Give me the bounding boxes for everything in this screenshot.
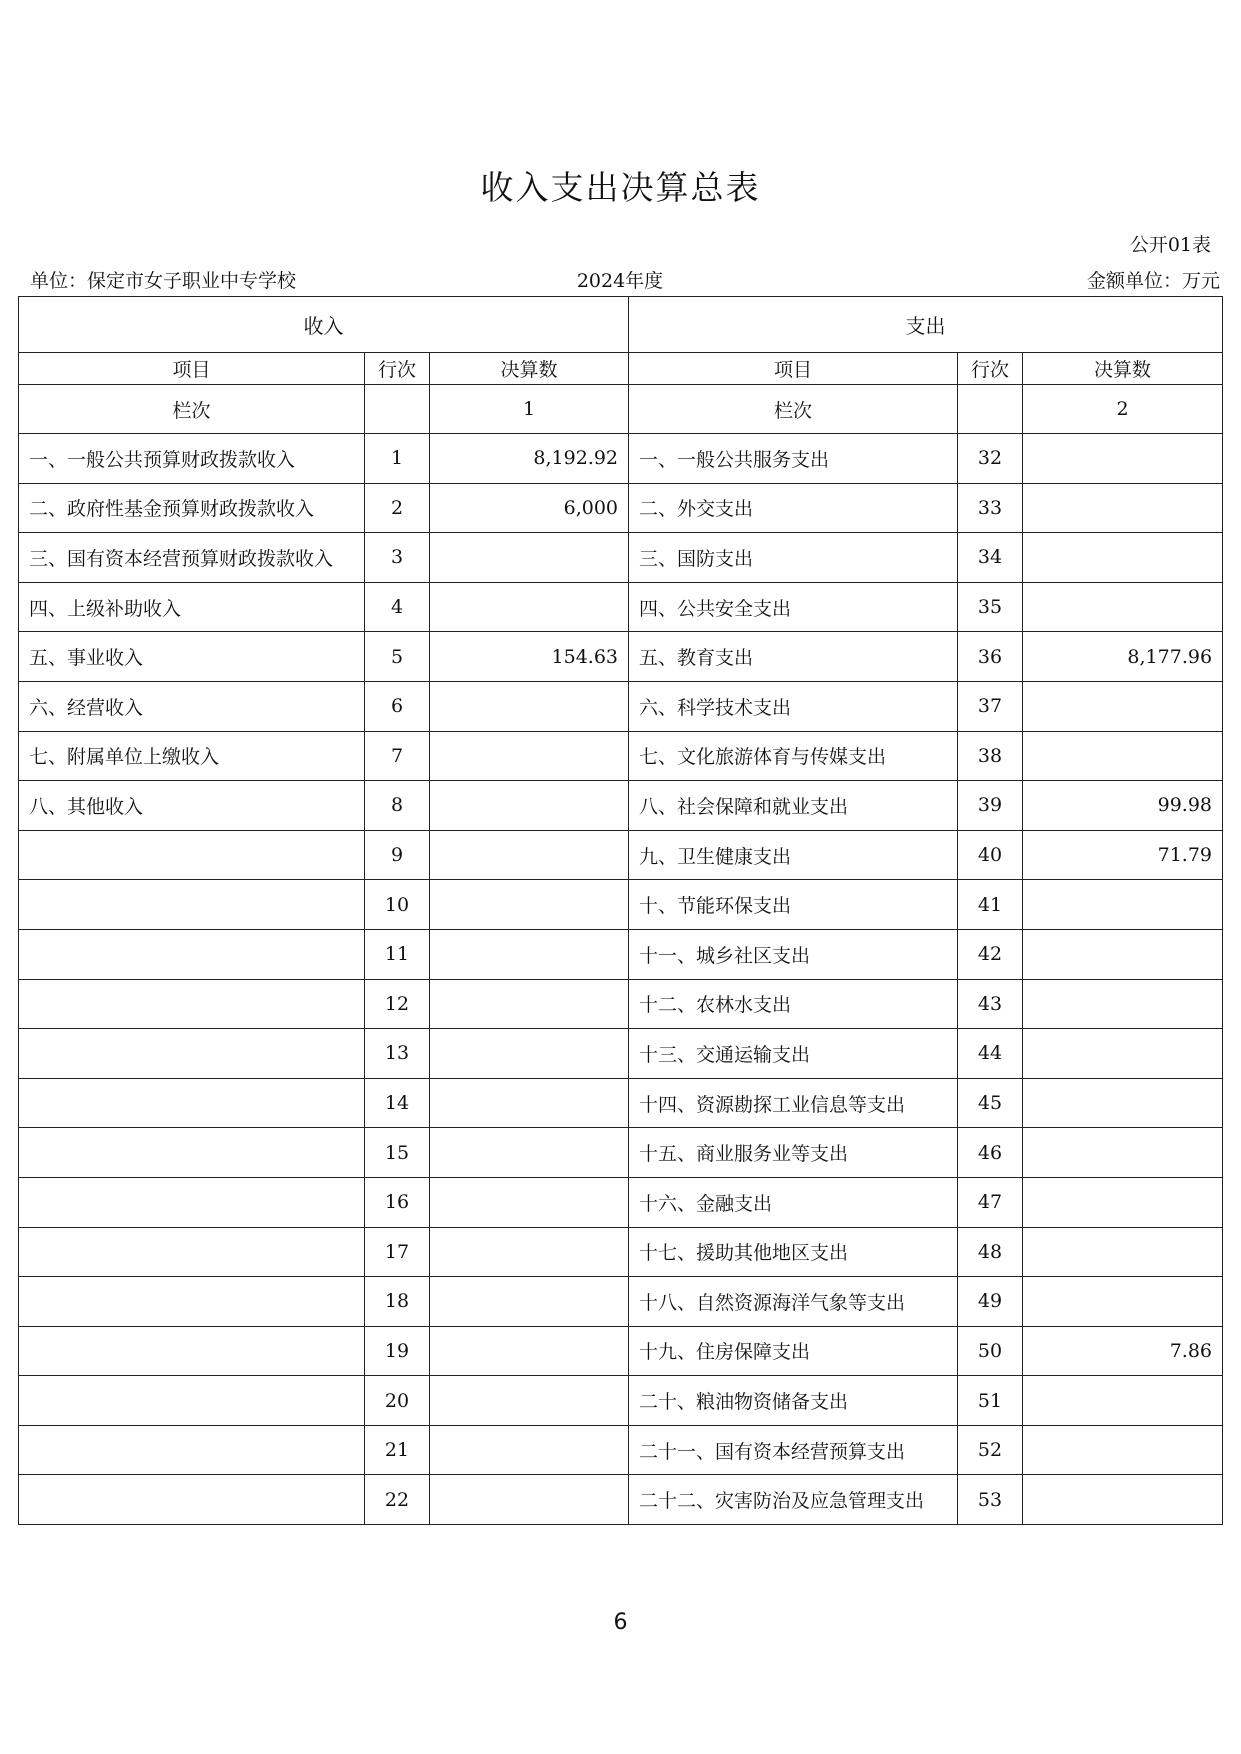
income-item-cell [19,929,365,979]
expense-row-no-cell: 40 [958,830,1023,880]
income-row-no-cell: 6 [365,681,430,731]
expense-amount-cell [1023,880,1223,930]
column-number-row [19,385,1223,434]
income-amount-cell: 6,000 [430,483,629,533]
expense-item-cell: 十九、住房保障支出 [629,1326,958,1376]
table-row [19,1277,1223,1327]
income-row-no-cell: 17 [365,1227,430,1277]
expense-row-no-cell: 45 [958,1078,1023,1128]
income-row-no-cell: 1 [365,434,430,484]
income-amount-cell [430,1425,629,1475]
income-row-no-cell: 3 [365,533,430,583]
expense-amount-cell [1023,483,1223,533]
expense-item-cell: 三、国防支出 [629,533,958,583]
table-row [19,1029,1223,1079]
income-row-no-cell: 14 [365,1078,430,1128]
table-row [19,929,1223,979]
table-row [19,632,1223,682]
expense-amount-cell: 99.98 [1023,781,1223,831]
table-row [19,880,1223,930]
income-amount-cell [430,1326,629,1376]
column-header-row [19,353,1223,385]
income-item-cell: 一、一般公共预算财政拨款收入 [19,434,365,484]
expense-item-cell: 十五、商业服务业等支出 [629,1128,958,1178]
income-row-no-cell: 8 [365,781,430,831]
table-row [19,533,1223,583]
income-amount-cell [430,1029,629,1079]
income-amount-cell [430,1376,629,1426]
income-item-cell [19,1326,365,1376]
expense-item-header: 项目 [629,353,958,385]
expense-row-no-cell: 36 [958,632,1023,682]
expense-amount-cell: 71.79 [1023,830,1223,880]
expense-amount-cell [1023,681,1223,731]
income-amount-cell [430,929,629,979]
income-row-no-cell: 2 [365,483,430,533]
expense-column-number: 2 [1023,385,1223,434]
income-amount-cell: 154.63 [430,632,629,682]
income-item-header: 项目 [19,353,365,385]
expense-item-cell: 十八、自然资源海洋气象等支出 [629,1277,958,1327]
expense-item-cell: 十、节能环保支出 [629,880,958,930]
table-row [19,434,1223,484]
expense-column-label: 栏次 [629,385,958,434]
table-row [19,1376,1223,1426]
expense-item-cell: 十四、资源勘探工业信息等支出 [629,1078,958,1128]
table-row [19,681,1223,731]
expense-item-cell: 五、教育支出 [629,632,958,682]
expense-item-cell: 四、公共安全支出 [629,582,958,632]
income-column-blank [365,385,430,434]
income-amount-cell [430,1277,629,1327]
income-item-cell: 二、政府性基金预算财政拨款收入 [19,483,365,533]
income-row-no-cell: 22 [365,1475,430,1525]
income-amount-cell [430,830,629,880]
fiscal-year: 2024年度 [576,270,664,292]
income-row-no-header: 行次 [365,353,430,385]
expense-section-header: 支出 [629,297,1223,353]
expense-item-cell: 二十一、国有资本经营预算支出 [629,1425,958,1475]
income-row-no-cell: 11 [365,929,430,979]
income-amount-cell [430,1177,629,1227]
income-amount-cell [430,1227,629,1277]
expense-item-cell: 二、外交支出 [629,483,958,533]
expense-amount-cell [1023,1227,1223,1277]
expense-amount-cell [1023,1029,1223,1079]
income-amount-cell [430,533,629,583]
income-expense-table [18,296,1223,1525]
income-item-cell [19,1227,365,1277]
table-row [19,582,1223,632]
expense-row-no-cell: 46 [958,1128,1023,1178]
expense-row-no-header: 行次 [958,353,1023,385]
income-item-cell [19,979,365,1029]
expense-item-cell: 十三、交通运输支出 [629,1029,958,1079]
expense-amount-cell [1023,1078,1223,1128]
income-column-label: 栏次 [19,385,365,434]
expense-amount-cell: 8,177.96 [1023,632,1223,682]
reporting-unit: 单位：保定市女子职业中专学校 [30,270,297,292]
income-item-cell: 六、经营收入 [19,681,365,731]
expense-amount-cell [1023,929,1223,979]
income-row-no-cell: 12 [365,979,430,1029]
table-row [19,1227,1223,1277]
income-item-cell: 八、其他收入 [19,781,365,831]
table-row [19,1128,1223,1178]
expense-row-no-cell: 51 [958,1376,1023,1426]
page-title: 收入支出决算总表 [480,168,761,207]
income-item-cell [19,1078,365,1128]
expense-row-no-cell: 53 [958,1475,1023,1525]
expense-row-no-cell: 49 [958,1277,1023,1327]
expense-row-no-cell: 43 [958,979,1023,1029]
income-amount-cell [430,781,629,831]
expense-amount-cell [1023,731,1223,781]
expense-amount-cell [1023,434,1223,484]
section-header-row [19,297,1223,353]
expense-amount-cell [1023,1475,1223,1525]
income-item-cell: 五、事业收入 [19,632,365,682]
expense-row-no-cell: 35 [958,582,1023,632]
income-row-no-cell: 13 [365,1029,430,1079]
expense-item-cell: 十七、援助其他地区支出 [629,1227,958,1277]
income-item-cell [19,1475,365,1525]
income-item-cell [19,1376,365,1426]
expense-amount-cell [1023,1425,1223,1475]
table-row [19,830,1223,880]
income-amount-cell [430,1475,629,1525]
table-row [19,1177,1223,1227]
income-item-cell [19,880,365,930]
expense-row-no-cell: 34 [958,533,1023,583]
income-item-cell [19,1177,365,1227]
income-amount-cell [430,731,629,781]
expense-item-cell: 十一、城乡社区支出 [629,929,958,979]
income-row-no-cell: 21 [365,1425,430,1475]
expense-amount-cell [1023,582,1223,632]
income-item-cell: 七、附属单位上缴收入 [19,731,365,781]
expense-row-no-cell: 52 [958,1425,1023,1475]
table-row [19,1475,1223,1525]
income-row-no-cell: 10 [365,880,430,930]
table-row [19,1078,1223,1128]
expense-row-no-cell: 33 [958,483,1023,533]
income-row-no-cell: 5 [365,632,430,682]
expense-item-cell: 十二、农林水支出 [629,979,958,1029]
income-row-no-cell: 16 [365,1177,430,1227]
expense-row-no-cell: 48 [958,1227,1023,1277]
table-row [19,781,1223,831]
expense-row-no-cell: 44 [958,1029,1023,1079]
table-row [19,1326,1223,1376]
expense-row-no-cell: 42 [958,929,1023,979]
income-row-no-cell: 9 [365,830,430,880]
expense-row-no-cell: 37 [958,681,1023,731]
expense-amount-cell [1023,1277,1223,1327]
income-row-no-cell: 18 [365,1277,430,1327]
income-item-cell [19,1029,365,1079]
expense-amount-cell [1023,1177,1223,1227]
expense-amount-cell: 7.86 [1023,1326,1223,1376]
expense-amount-cell [1023,979,1223,1029]
income-item-cell [19,1277,365,1327]
income-section-header: 收入 [19,297,629,353]
expense-amount-cell [1023,1128,1223,1178]
income-item-cell: 三、国有资本经营预算财政拨款收入 [19,533,365,583]
expense-item-cell: 六、科学技术支出 [629,681,958,731]
table-row [19,1425,1223,1475]
expense-item-cell: 一、一般公共服务支出 [629,434,958,484]
income-amount-cell [430,880,629,930]
income-column-number: 1 [430,385,629,434]
income-amount-header: 决算数 [430,353,629,385]
expense-amount-header: 决算数 [1023,353,1223,385]
expense-row-no-cell: 38 [958,731,1023,781]
expense-amount-cell [1023,1376,1223,1426]
income-row-no-cell: 7 [365,731,430,781]
expense-item-cell: 十六、金融支出 [629,1177,958,1227]
income-item-cell: 四、上级补助收入 [19,582,365,632]
income-amount-cell [430,582,629,632]
income-row-no-cell: 19 [365,1326,430,1376]
table-row [19,979,1223,1029]
expense-item-cell: 八、社会保障和就业支出 [629,781,958,831]
expense-row-no-cell: 47 [958,1177,1023,1227]
expense-amount-cell [1023,533,1223,583]
table-row [19,731,1223,781]
meta-line [18,266,1222,292]
income-row-no-cell: 20 [365,1376,430,1426]
form-number: 公开01表 [1129,234,1211,256]
expense-item-cell: 七、文化旅游体育与传媒支出 [629,731,958,781]
income-row-no-cell: 4 [365,582,430,632]
income-item-cell [19,1128,365,1178]
income-item-cell [19,830,365,880]
expense-row-no-cell: 32 [958,434,1023,484]
expense-item-cell: 二十二、灾害防治及应急管理支出 [629,1475,958,1525]
expense-item-cell: 二十、粮油物资储备支出 [629,1376,958,1426]
page-number: 6 [613,1610,628,1635]
income-amount-cell [430,979,629,1029]
money-unit: 金额单位：万元 [1086,270,1220,292]
income-item-cell [19,1425,365,1475]
expense-row-no-cell: 41 [958,880,1023,930]
income-row-no-cell: 15 [365,1128,430,1178]
table-row [19,483,1223,533]
income-amount-cell [430,1078,629,1128]
income-amount-cell: 8,192.92 [430,434,629,484]
income-amount-cell [430,1128,629,1178]
expense-row-no-cell: 39 [958,781,1023,831]
expense-row-no-cell: 50 [958,1326,1023,1376]
income-amount-cell [430,681,629,731]
expense-item-cell: 九、卫生健康支出 [629,830,958,880]
expense-column-blank [958,385,1023,434]
